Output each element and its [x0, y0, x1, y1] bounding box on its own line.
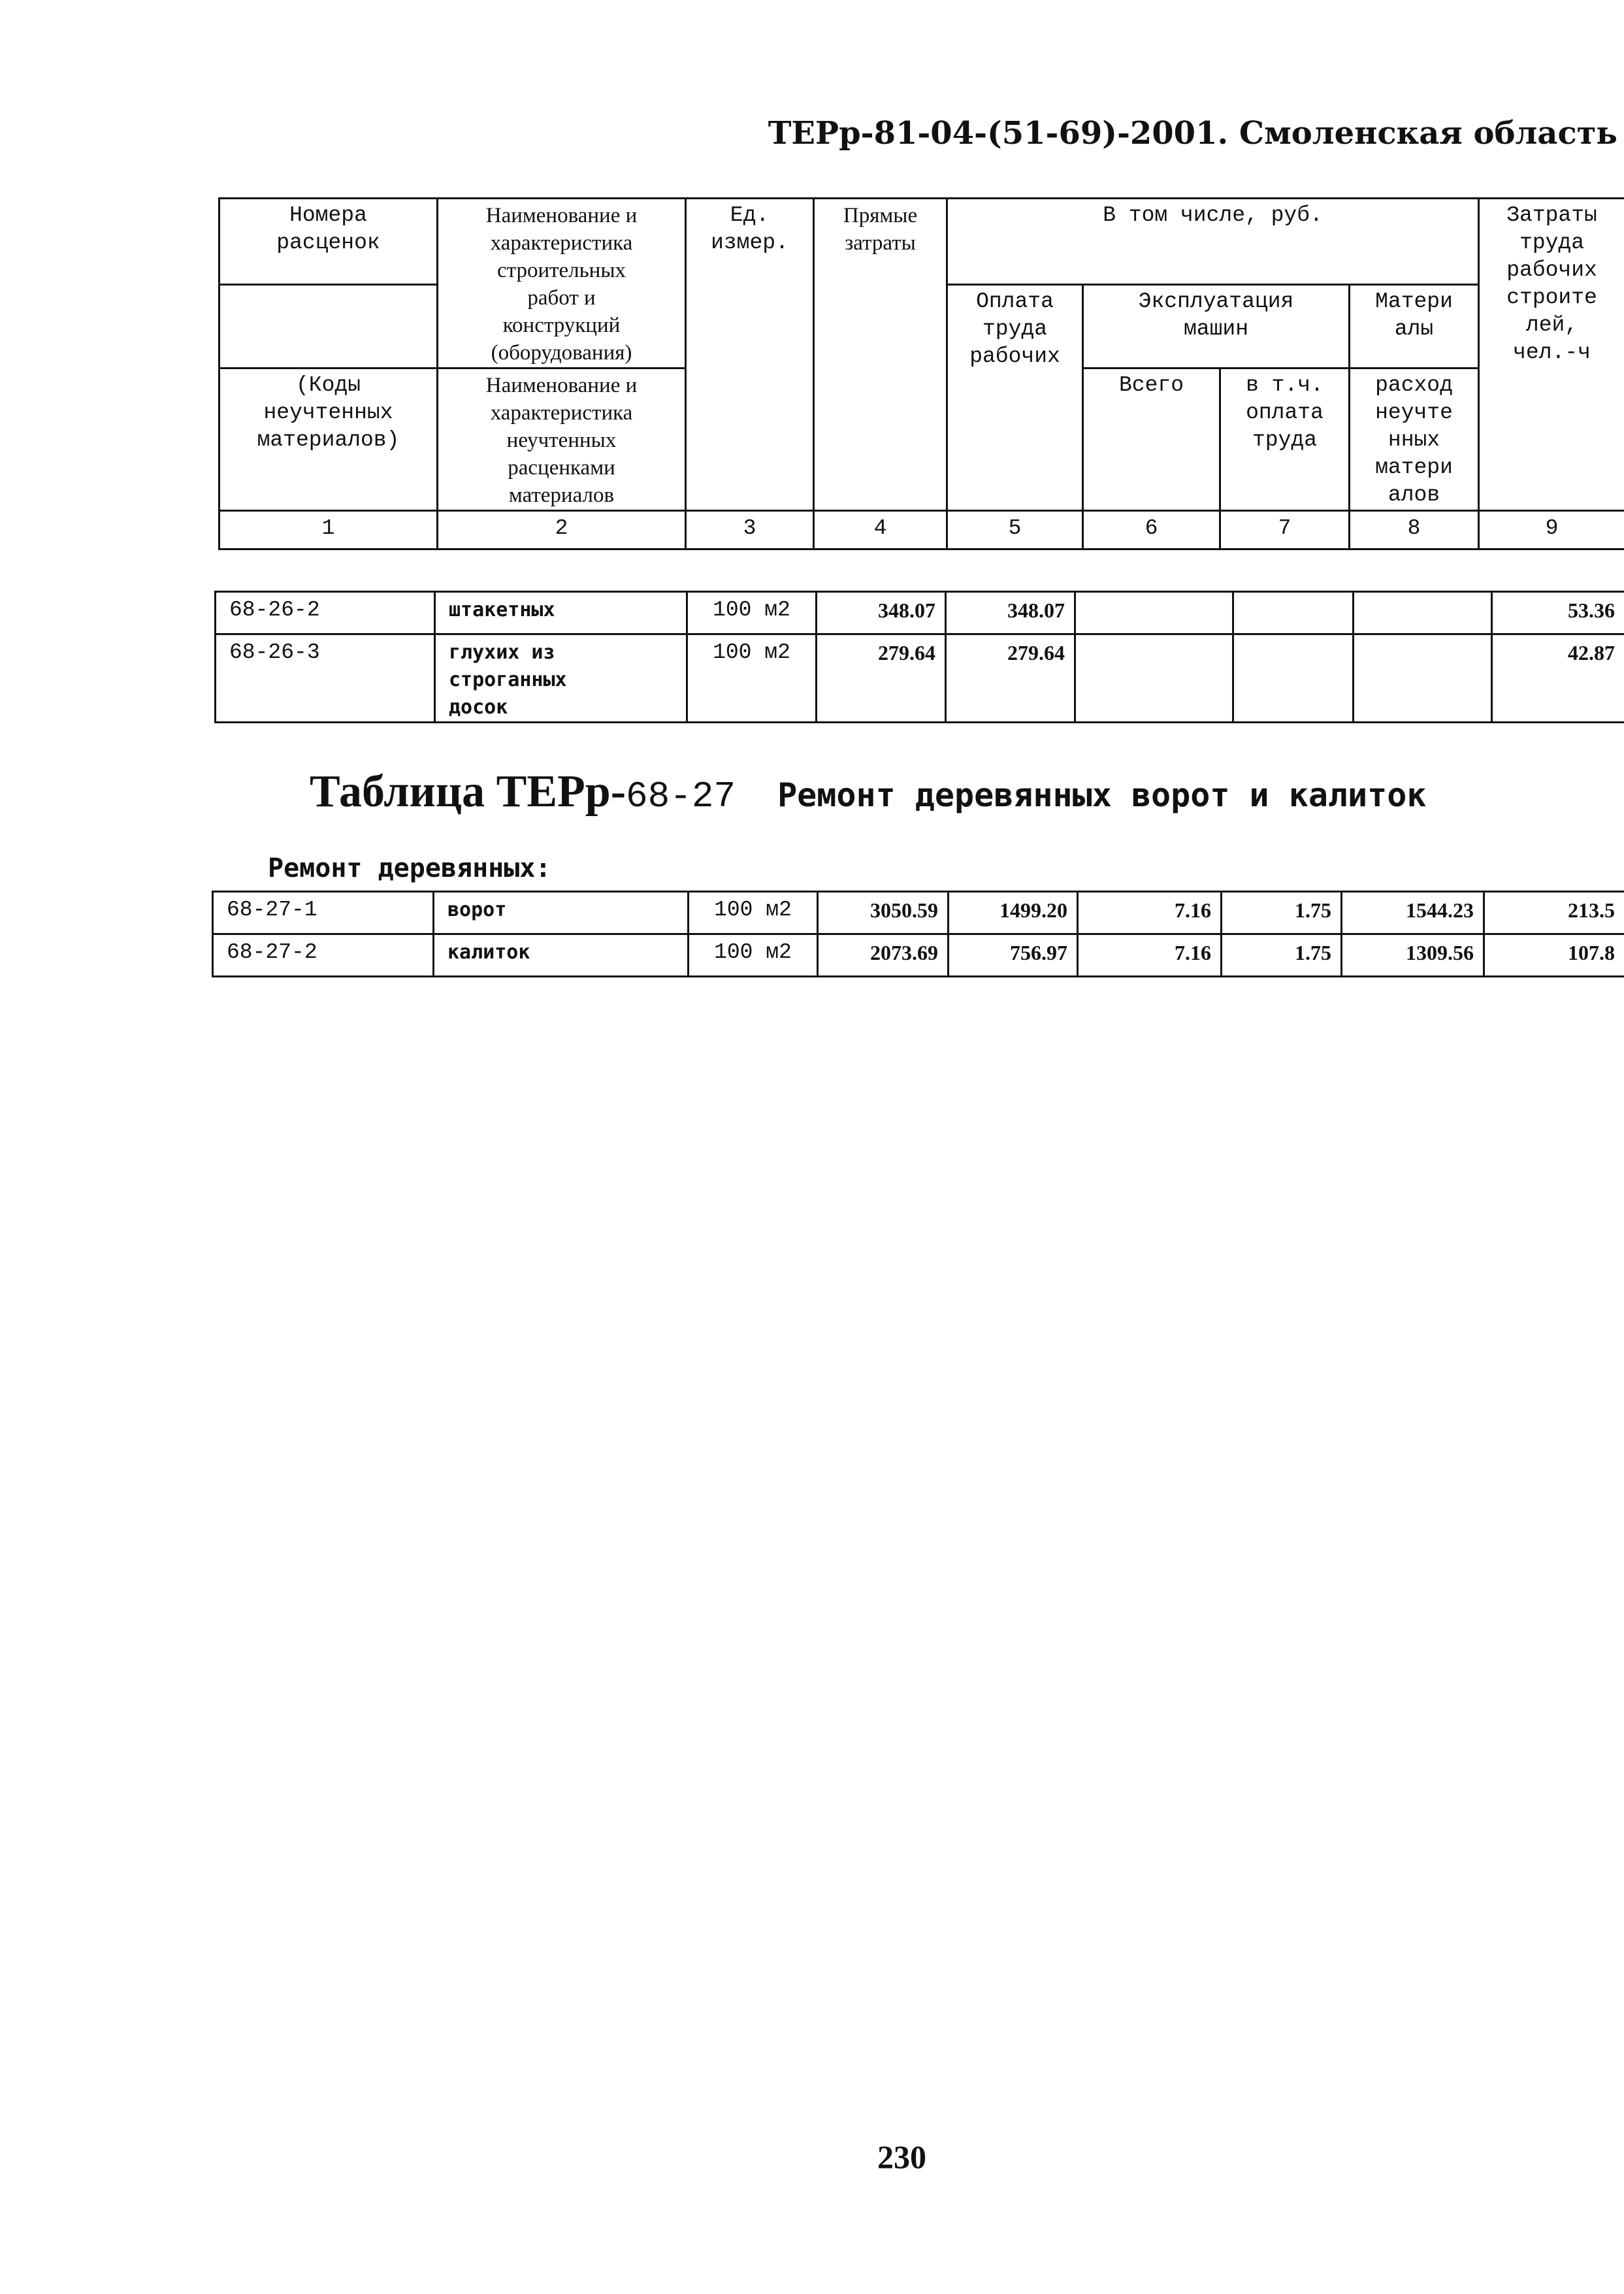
- text-line: труда: [1519, 231, 1585, 255]
- header-col3-unit: [686, 199, 814, 511]
- text-line: алов: [1388, 483, 1440, 507]
- column-number-8: 8: [1350, 511, 1479, 549]
- row-labor-hours: 42.87: [1492, 634, 1624, 723]
- row-direct-costs: 2073.69: [818, 934, 949, 977]
- row-direct-costs: 3050.59: [818, 892, 949, 934]
- row-code: 68-27-2: [213, 934, 434, 977]
- row-materials: [1354, 592, 1492, 634]
- text-line: конструкций: [502, 314, 621, 337]
- row-labor-hours: 107.8: [1484, 934, 1624, 977]
- row-name: [435, 634, 687, 723]
- text-line: машин: [1183, 317, 1249, 341]
- table-row: [216, 634, 1624, 723]
- text-line: матери: [1375, 455, 1453, 480]
- header-col5-labor-pay: [947, 285, 1083, 511]
- row-labor-pay: 279.64: [946, 634, 1075, 723]
- column-number-9: 9: [1479, 511, 1624, 549]
- table-row: [216, 592, 1624, 634]
- row-labor-hours: 213.5: [1484, 892, 1624, 934]
- table-68-26-rows: [214, 591, 1624, 723]
- row-name: [434, 892, 689, 934]
- table-row: [213, 934, 1624, 977]
- row-code: 68-26-2: [216, 592, 435, 634]
- row-machines-total: 7.16: [1078, 892, 1222, 934]
- row-machines-labor: [1233, 592, 1354, 634]
- row-labor-pay: 348.07: [946, 592, 1075, 634]
- text-line: штакетных: [449, 598, 555, 621]
- text-line: затраты: [845, 231, 916, 255]
- text-line: рабочих: [1506, 258, 1597, 282]
- header-group-including: В том числе, руб.: [947, 199, 1479, 285]
- table-row: [213, 892, 1624, 934]
- text-line: строите: [1506, 286, 1597, 310]
- text-line: расценок: [276, 231, 380, 255]
- row-code: 68-26-3: [216, 634, 435, 723]
- row-machines-labor: 1.75: [1222, 934, 1342, 977]
- text-line: калиток: [447, 941, 530, 964]
- header-exploitation: [1083, 285, 1350, 369]
- row-machines-labor: 1.75: [1222, 892, 1342, 934]
- text-line: Наименование и: [485, 374, 638, 397]
- row-machines-total: 7.16: [1078, 934, 1222, 977]
- text-line: характеристика: [490, 231, 633, 255]
- row-materials: 1544.23: [1342, 892, 1484, 934]
- text-line: глухих из: [449, 641, 555, 664]
- text-line: (оборудования): [491, 341, 632, 365]
- page-number: 230: [877, 2138, 926, 2175]
- text-line: Наименование и: [485, 204, 638, 227]
- column-number-5: 5: [947, 511, 1083, 549]
- row-name: [435, 592, 687, 634]
- row-materials: [1354, 634, 1492, 723]
- text-line: измер.: [711, 231, 788, 255]
- header-col2-bottom: [438, 369, 686, 511]
- column-number-6: 6: [1083, 511, 1220, 549]
- row-unit: 100 м2: [687, 592, 817, 634]
- text-line: характеристика: [490, 401, 633, 425]
- row-unit: 100 м2: [689, 934, 818, 977]
- table-title: [310, 766, 1426, 818]
- text-line: в т.ч.: [1246, 373, 1324, 397]
- header-col8-materials-consumption: [1350, 369, 1479, 511]
- row-unit: 100 м2: [689, 892, 818, 934]
- text-line: строганных: [449, 668, 567, 691]
- column-number-3: 3: [686, 511, 814, 549]
- table-title-code: 68-27: [626, 776, 736, 817]
- row-labor-pay: 1499.20: [949, 892, 1078, 934]
- header-col6-total: Всего: [1083, 369, 1220, 511]
- column-number-2: 2: [438, 511, 686, 549]
- text-line: неучтенных: [506, 429, 617, 452]
- row-direct-costs: 348.07: [817, 592, 946, 634]
- text-line: Ед.: [730, 203, 770, 227]
- text-line: Прямые: [843, 204, 918, 227]
- text-line: алы: [1394, 317, 1434, 341]
- text-line: Оплата: [976, 289, 1054, 314]
- column-number-1: 1: [219, 511, 438, 549]
- text-line: Эксплуатация: [1138, 289, 1294, 314]
- row-labor-hours: 53.36: [1492, 592, 1624, 634]
- table-68-27-rows: [212, 891, 1624, 977]
- row-code: 68-27-1: [213, 892, 434, 934]
- header-materials: [1350, 285, 1479, 369]
- header-col1-top: [219, 199, 438, 285]
- row-machines-total: [1075, 592, 1233, 634]
- row-unit: 100 м2: [687, 634, 817, 723]
- text-line: неучтенных: [263, 401, 393, 425]
- section-label: Ремонт деревянных:: [268, 853, 551, 883]
- text-line: Номера: [289, 203, 367, 227]
- row-name: [434, 934, 689, 977]
- header-col9-labor-hours: [1479, 199, 1624, 511]
- header-col1-bottom: [219, 369, 438, 511]
- text-line: строительных: [496, 259, 626, 282]
- text-line: нных: [1388, 428, 1440, 452]
- table-title-word: Таблица ТЕРр-: [310, 766, 626, 817]
- text-line: расценками: [508, 456, 615, 480]
- column-number-7: 7: [1220, 511, 1350, 549]
- header-col1-spacer: [219, 285, 438, 369]
- text-line: чел.-ч: [1513, 340, 1591, 365]
- text-line: рабочих: [969, 344, 1060, 369]
- text-line: материалов: [508, 483, 615, 507]
- text-line: Матери: [1375, 289, 1453, 314]
- row-machines-labor: [1233, 634, 1354, 723]
- row-materials: 1309.56: [1342, 934, 1484, 977]
- row-labor-pay: 756.97: [949, 934, 1078, 977]
- text-line: материалов): [257, 428, 400, 452]
- header-col4-direct-costs: [814, 199, 947, 511]
- row-machines-total: [1075, 634, 1233, 723]
- row-direct-costs: 279.64: [817, 634, 946, 723]
- table-title-text: Ремонт деревянных ворот и калиток: [777, 776, 1427, 814]
- column-number-4: 4: [814, 511, 947, 549]
- text-line: труда: [1252, 428, 1318, 452]
- text-line: расход: [1375, 373, 1453, 397]
- text-line: ворот: [447, 898, 507, 921]
- text-line: оплата: [1246, 401, 1324, 425]
- text-line: (Коды: [295, 373, 361, 397]
- header-col2-top: [438, 199, 686, 369]
- text-line: неучте: [1375, 401, 1453, 425]
- text-line: Затраты: [1506, 203, 1597, 227]
- page-header-title: ТЕРр-81-04-(51-69)-2001. Смоленская область: [768, 115, 1617, 152]
- text-line: работ и: [527, 286, 596, 310]
- text-line: труда: [982, 317, 1048, 341]
- header-col7-incl-labor: [1220, 369, 1350, 511]
- text-line: лей,: [1525, 313, 1578, 337]
- column-header-table: [218, 197, 1624, 550]
- text-line: досок: [449, 696, 508, 719]
